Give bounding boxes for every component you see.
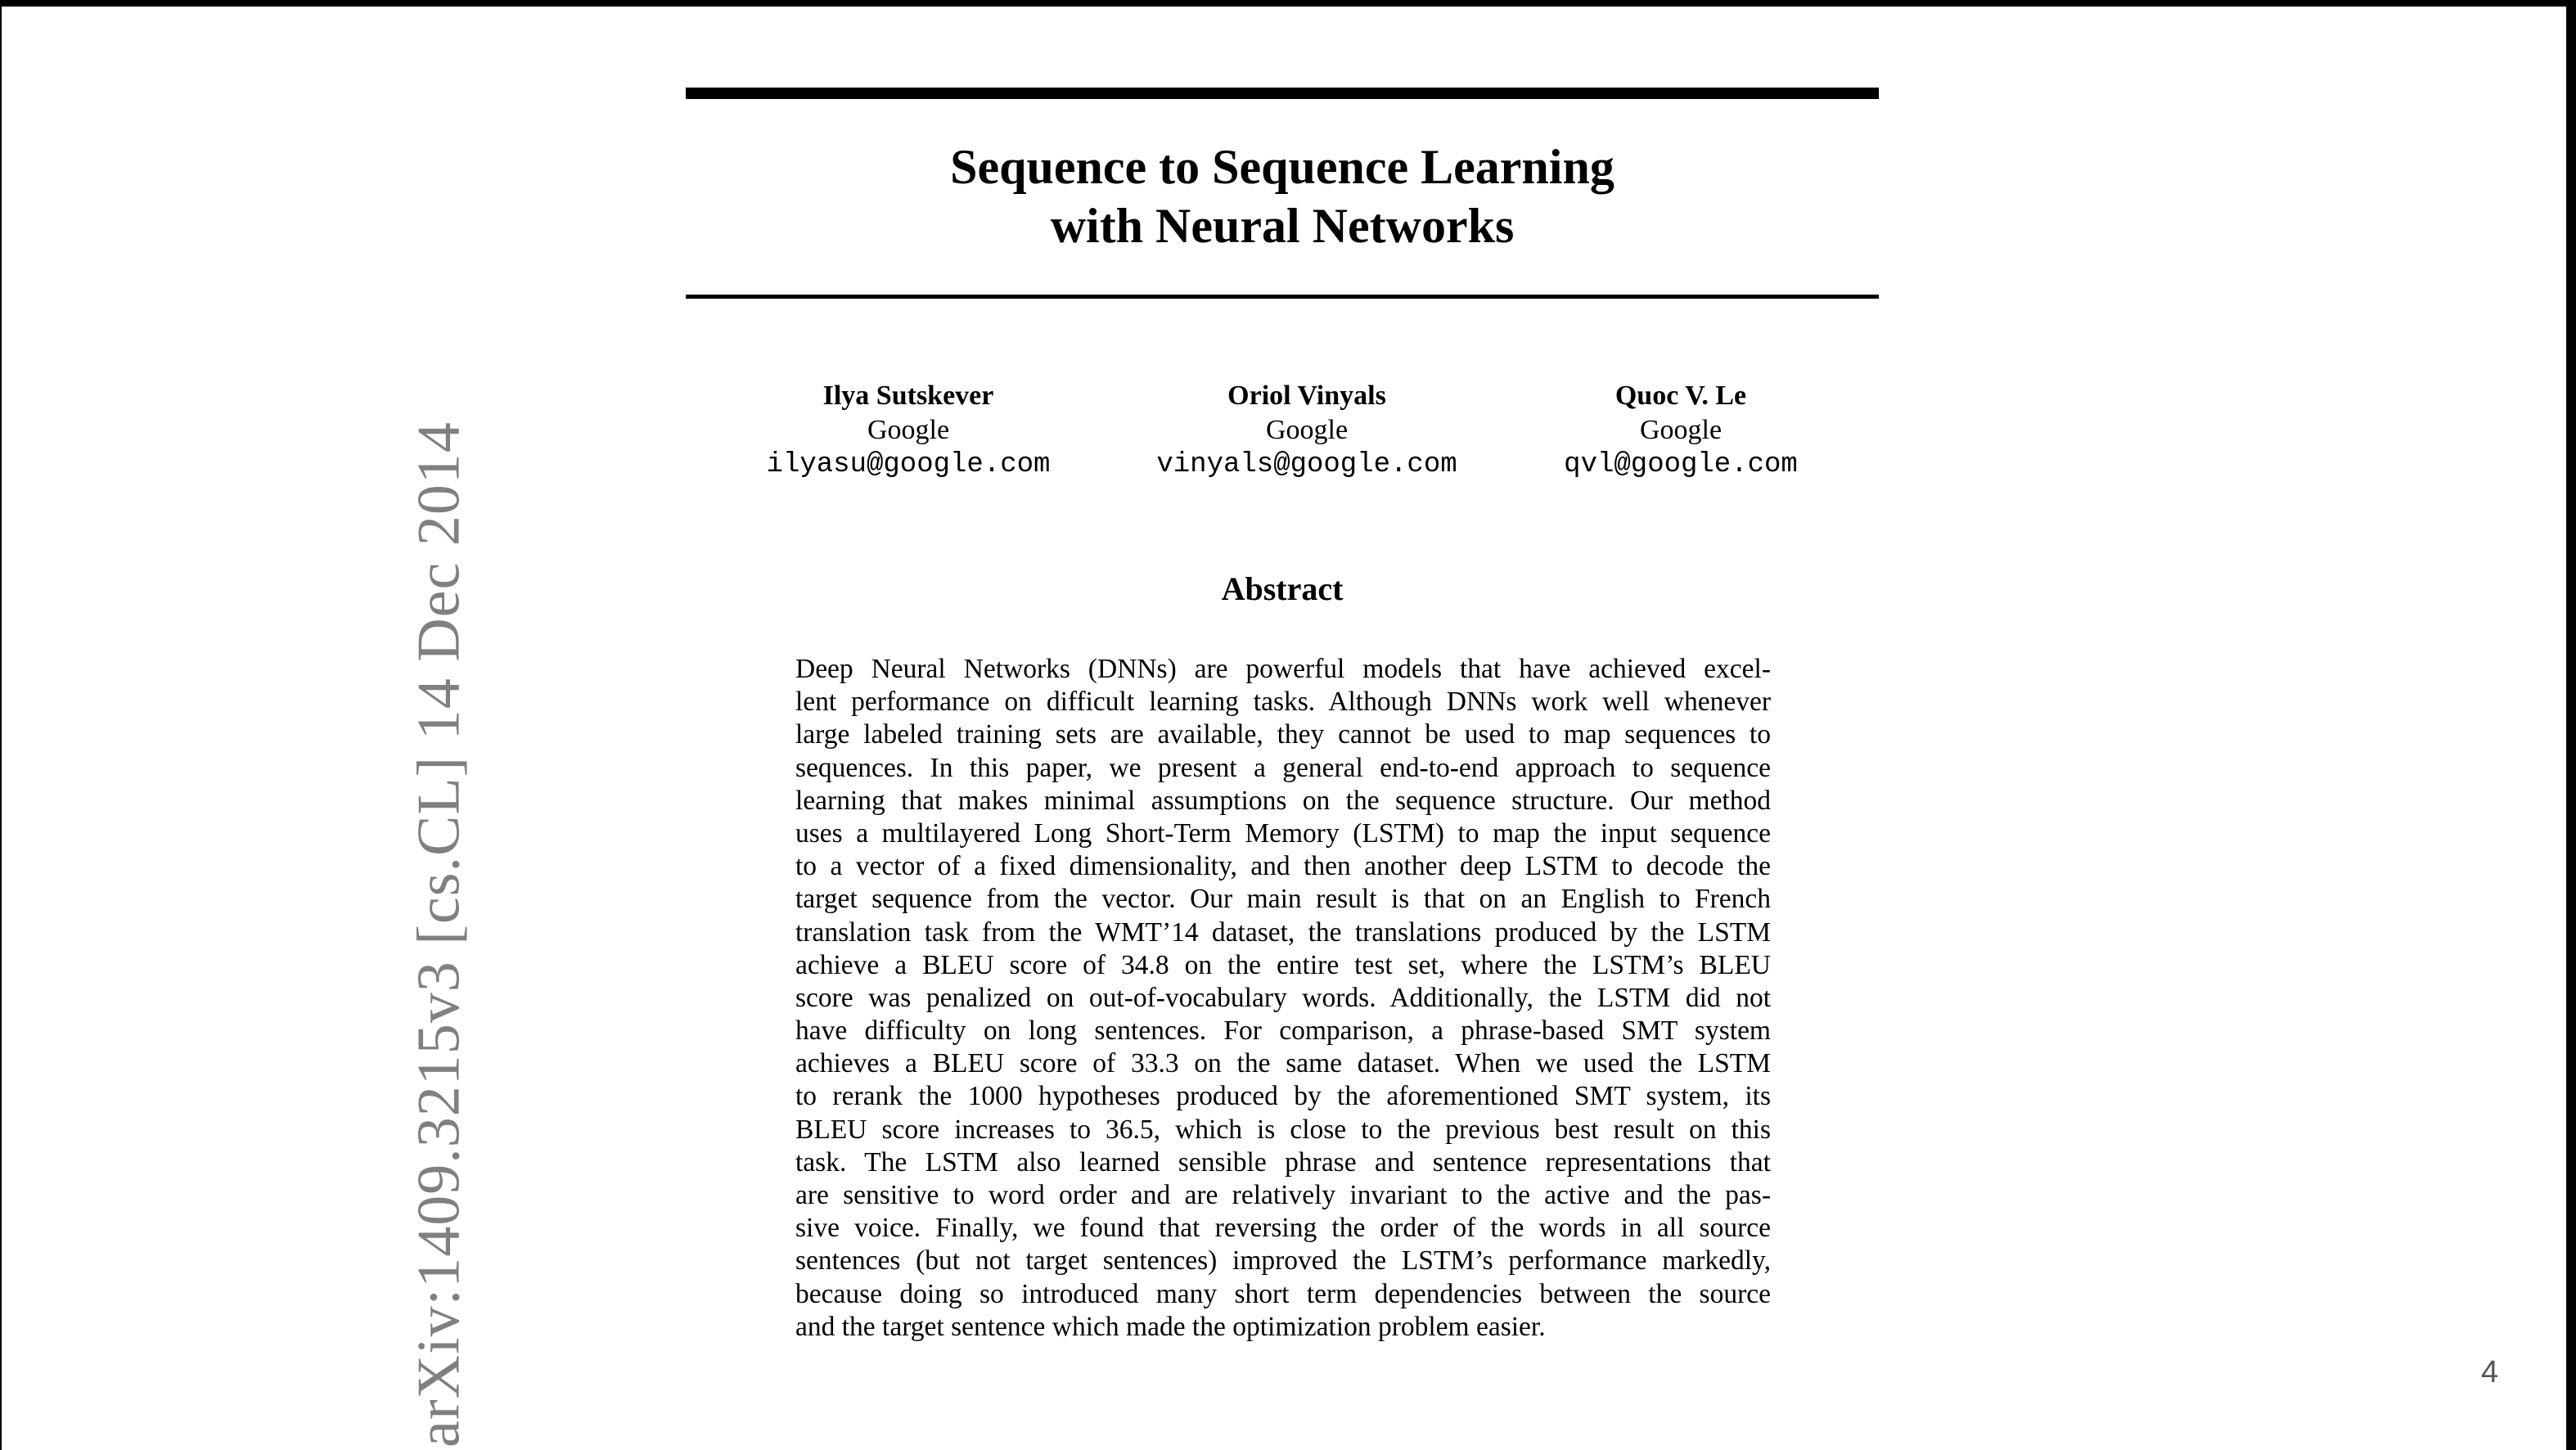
abstract-line: achieves a BLEU score of 33.3 on the same dataset. When we used the LSTM xyxy=(795,1048,1771,1079)
title-bottom-rule xyxy=(686,295,1879,299)
title-line-2: with Neural Networks xyxy=(1050,199,1515,253)
abstract-line: are sensitive to word order and are relatively invariant to the active and the pas- xyxy=(795,1180,1771,1210)
author-block-1 xyxy=(767,379,1051,482)
arxiv-stamp: arXiv:1409.3215v3 [cs.CL] 14 Dec 2014 xyxy=(405,421,473,1448)
slide-page xyxy=(2,7,2566,1450)
author-email: qvl@google.com xyxy=(1564,449,1798,480)
abstract-line: sive voice. Finally, we found that reversing the order of the words in all source xyxy=(795,1213,1771,1244)
author-block-3 xyxy=(1564,379,1798,482)
author-block-2 xyxy=(1156,379,1457,482)
author-email: vinyals@google.com xyxy=(1156,449,1457,480)
abstract-line: achieve a BLEU score of 34.8 on the entire test set, where the LSTM’s BLEU xyxy=(795,949,1771,980)
abstract-line: sequences. In this paper, we present a general end-to-end approach to sequence xyxy=(795,752,1771,783)
abstract-line: have difficulty on long sentences. For comparison, a phrase-based SMT system xyxy=(795,1015,1771,1047)
abstract-line: lent performance on difficult learning tasks. Although DNNs work well whenever xyxy=(795,687,1771,718)
abstract-line: BLEU score increases to 36.5, which is close to the previous best result on this xyxy=(795,1114,1771,1145)
abstract-line: to rerank the 1000 hypotheses produced by the aforementioned SMT system, its xyxy=(795,1081,1771,1112)
paper-title xyxy=(686,137,1879,255)
title-top-rule xyxy=(686,88,1879,99)
abstract-body xyxy=(795,653,1771,1344)
abstract-line: task. The LSTM also learned sensible phrase and sentence representations that xyxy=(795,1146,1771,1178)
author-affiliation: Google xyxy=(1265,415,1349,445)
author-name: Ilya Sutskever xyxy=(822,381,994,411)
abstract-line: uses a multilayered Long Short-Term Memory (LSTM) to map the input sequence xyxy=(795,817,1771,849)
abstract-line: to a vector of a fixed dimensionality, and then another deep LSTM to decode the xyxy=(795,851,1771,882)
author-email: ilyasu@google.com xyxy=(766,449,1051,480)
abstract-heading: Abstract xyxy=(1221,570,1344,607)
abstract-line: sentences (but not target sentences) improved the LSTM’s performance markedly, xyxy=(795,1245,1771,1277)
abstract-line: and the target sentence which made the optimization problem easier. xyxy=(795,1311,1546,1342)
author-name: Quoc V. Le xyxy=(1615,381,1747,411)
page-number: 4 xyxy=(2481,1355,2499,1389)
abstract-line: large labeled training sets are available, they cannot be used to map sequences to xyxy=(795,719,1771,750)
abstract-line: target sequence from the vector. Our main result is that on an English to French xyxy=(795,884,1771,915)
title-line-1: Sequence to Sequence Learning xyxy=(950,140,1615,194)
author-affiliation: Google xyxy=(1639,415,1723,445)
abstract-line: score was penalized on out-of-vocabulary words. Additionally, the LSTM did not xyxy=(795,982,1771,1013)
author-affiliation: Google xyxy=(867,415,950,445)
abstract-line: because doing so introduced many short term dependencies between the source xyxy=(795,1278,1771,1309)
author-name: Oriol Vinyals xyxy=(1227,381,1386,411)
abstract-line: learning that makes minimal assumptions on the sequence structure. Our method xyxy=(795,785,1771,816)
abstract-line: Deep Neural Networks (DNNs) are powerful models that have achieved excel- xyxy=(795,654,1771,684)
abstract-line: translation task from the WMT’14 dataset, the translations produced by the LSTM xyxy=(795,916,1771,948)
